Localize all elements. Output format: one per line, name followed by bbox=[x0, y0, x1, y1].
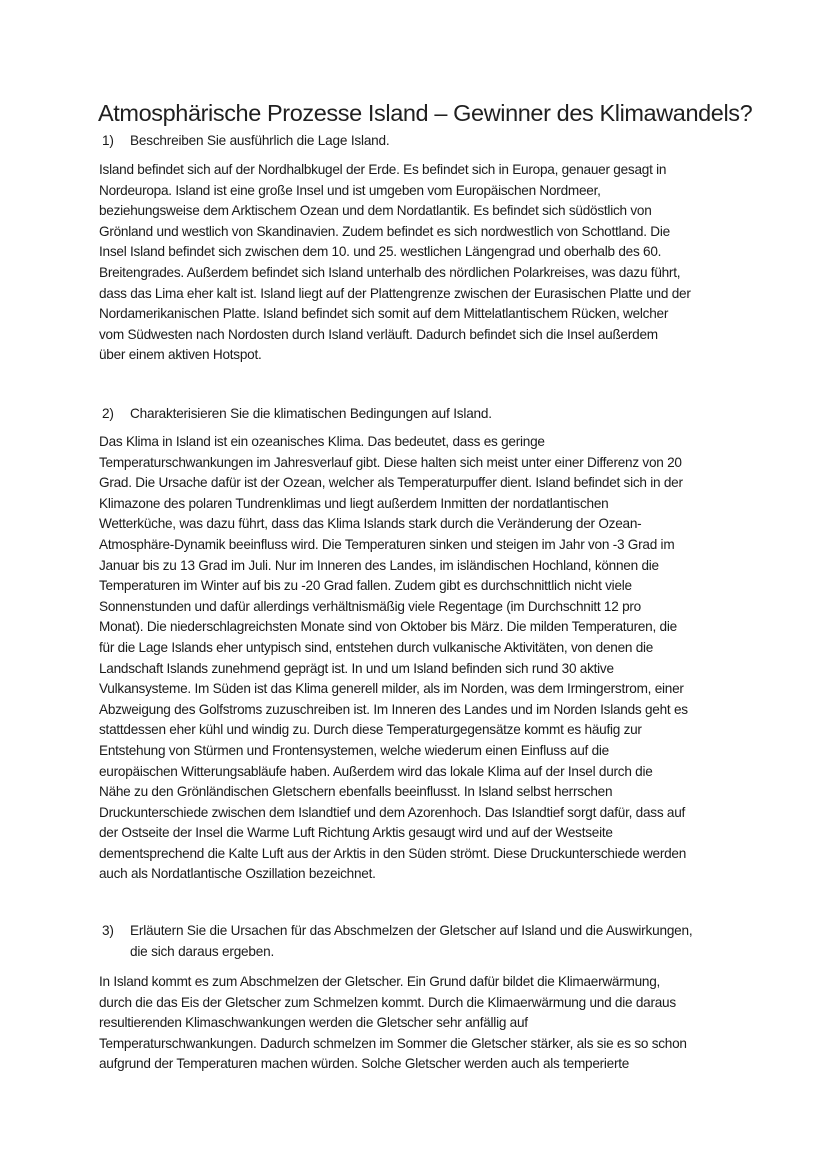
question-line: Erläutern Sie die Ursachen für das Abschmelzen der Gletscher auf Island und die Auswirkungen, bbox=[130, 923, 693, 938]
answer-line: Vulkansysteme. Im Süden ist das Klima generell milder, als im Norden, was dem Irmingerstrom, einer bbox=[99, 681, 684, 697]
answer-line: Grönland und westlich von Skandinavien. Zudem befindet es sich nordwestlich von Schottland. Die bbox=[99, 223, 670, 239]
answer-line: Island befindet sich auf der Nordhalbkugel der Erde. Es befindet sich in Europa, genauer gesagt in bbox=[99, 162, 667, 177]
question-text bbox=[130, 403, 492, 424]
question-text bbox=[130, 130, 389, 151]
answer-line: In Island kommt es zum Abschmelzen der Gletscher. Ein Grund dafür bildet die Klimaerwärmung, bbox=[99, 974, 661, 989]
answer-line: für die Lage Islands eher untypisch sind, entstehen durch vulkanische Aktivitäten, von denen die bbox=[99, 639, 654, 655]
answer-line: Monat). Die niederschlagreichsten Monate sind von Oktober bis März. Die milden Temperaturen, die bbox=[99, 619, 677, 635]
answer-line: Nähe zu den Grönländischen Gletschern ebenfalls beeinflusst. In Island selbst herrschen bbox=[99, 784, 613, 800]
answer-line: Temperaturen im Winter auf bis zu -20 Grad fallen. Zudem gibt es durchschnittlich nicht viele bbox=[99, 578, 632, 594]
question-number: 3) bbox=[102, 923, 114, 938]
question-number: 2) bbox=[102, 406, 114, 421]
answer-line: Wetterküche, was dazu führt, dass das Klima Islands stark durch die Veränderung der Ozean- bbox=[99, 516, 642, 532]
answer-line: Grad. Die Ursache dafür ist der Ozean, welcher als Temperaturpuffer dient. Island befindet sich in der bbox=[99, 475, 683, 491]
answer-line: Temperaturschwankungen. Dadurch schmelzen im Sommer die Gletscher stärker, als sie es so schon bbox=[99, 1035, 687, 1051]
answer-line: Klimazone des polaren Tundrenklimas und liegt außerdem Inmitten der nordatlantischen bbox=[99, 495, 609, 511]
answer-line: stattdessen eher kühl und windig zu. Durch diese Temperaturgegensätze kommt es häufig zur bbox=[99, 722, 642, 738]
question-line: die sich daraus ergeben. bbox=[130, 944, 275, 959]
answer-line: Entstehung von Stürmen und Frontensystemen, welche wiederum einen Einfluss auf die bbox=[99, 742, 609, 758]
question-line: Beschreiben Sie ausführlich die Lage Island. bbox=[130, 133, 390, 148]
question-3 bbox=[102, 920, 692, 962]
answer-3 bbox=[99, 972, 687, 1075]
answer-line: Druckunterschiede zwischen dem Islandtief und dem Azorenhoch. Das Islandtief sorgt dafür, dass auf bbox=[99, 804, 686, 820]
answer-line: dementsprechend die Kalte Luft aus der Arktis in den Süden strömt. Diese Druckunterschiede werden bbox=[99, 845, 687, 861]
answer-line: über einem aktiven Hotspot. bbox=[99, 347, 262, 363]
answer-1 bbox=[99, 160, 691, 366]
question-number: 1) bbox=[102, 133, 114, 148]
answer-line: aufgrund der Temperaturen machen würden. Solche Gletscher werden auch als temperierte bbox=[99, 1056, 630, 1072]
answer-line: Temperaturschwankungen im Jahresverlauf gibt. Diese halten sich meist unter einer Differenz von 20 bbox=[99, 454, 682, 470]
question-text bbox=[130, 920, 692, 962]
answer-line: Das Klima in Island ist ein ozeanisches Klima. Das bedeutet, dass es geringe bbox=[99, 434, 545, 449]
answer-line: Atmosphäre-Dynamik beeinfluss wird. Die Temperaturen sinken und steigen im Jahr von -3 Grad im bbox=[99, 536, 675, 552]
answer-2 bbox=[99, 432, 688, 885]
answer-line: dass das Lima eher kalt ist. Island liegt auf der Plattengrenze zwischen der Eurasischen Platte und der bbox=[99, 285, 691, 301]
answer-line: Januar bis zu 13 Grad im Juli. Nur im Inneren des Landes, im isländischen Hochland, können die bbox=[99, 557, 659, 573]
document-title: Atmosphärische Prozesse Island – Gewinner des Klimawandels? bbox=[98, 100, 753, 126]
answer-line: durch die das Eis der Gletscher zum Schmelzen kommt. Durch die Klimaerwärmung und die daraus bbox=[99, 994, 676, 1010]
question-1 bbox=[102, 130, 389, 151]
answer-line: resultierenden Klimaschwankungen werden die Gletscher sehr anfällig auf bbox=[99, 1015, 528, 1031]
question-line: Charakterisieren Sie die klimatischen Bedingungen auf Island. bbox=[130, 406, 492, 421]
answer-line: Nordamerikanischen Platte. Island befindet sich somit auf dem Mittelatlantischem Rücken, welcher bbox=[99, 306, 669, 322]
answer-line: Breitengrades. Außerdem befindet sich Island unterhalb des nördlichen Polarkreises, was dazu führt, bbox=[99, 264, 681, 280]
answer-line: beziehungsweise dem Arktischem Ozean und dem Nordatlantik. Es befindet sich südöstlich von bbox=[99, 203, 652, 219]
answer-line: auch als Nordatlantische Oszillation bezeichnet. bbox=[99, 866, 376, 882]
answer-line: Sonnenstunden und dafür allerdings verhältnismäßig viele Regentage (im Durchschnitt 12 pro bbox=[99, 598, 641, 614]
answer-line: Abzweigung des Golfstroms zuzuschreiben ist. Im Inneren des Landes und im Norden Islands geht es bbox=[99, 701, 688, 717]
answer-line: Insel Island befindet sich zwischen dem 10. und 25. westlichen Längengrad und oberhalb des 60. bbox=[99, 244, 662, 260]
answer-line: der Ostseite der Insel die Warme Luft Richtung Arktis gesaugt wird und auf der Westseite bbox=[99, 825, 613, 841]
answer-line: Landschaft Islands zunehmend geprägt ist. In und um Island befinden sich rund 30 aktive bbox=[99, 660, 614, 676]
question-2 bbox=[102, 403, 492, 424]
answer-line: Nordeuropa. Island ist eine große Insel und ist umgeben vom Europäischen Nordmeer, bbox=[99, 182, 601, 198]
answer-line: europäischen Witterungsabläufe haben. Außerdem wird das lokale Klima auf der Insel durch die bbox=[99, 763, 653, 779]
answer-line: vom Südwesten nach Nordosten durch Island verläuft. Dadurch befindet sich die Insel außerdem bbox=[99, 326, 658, 342]
